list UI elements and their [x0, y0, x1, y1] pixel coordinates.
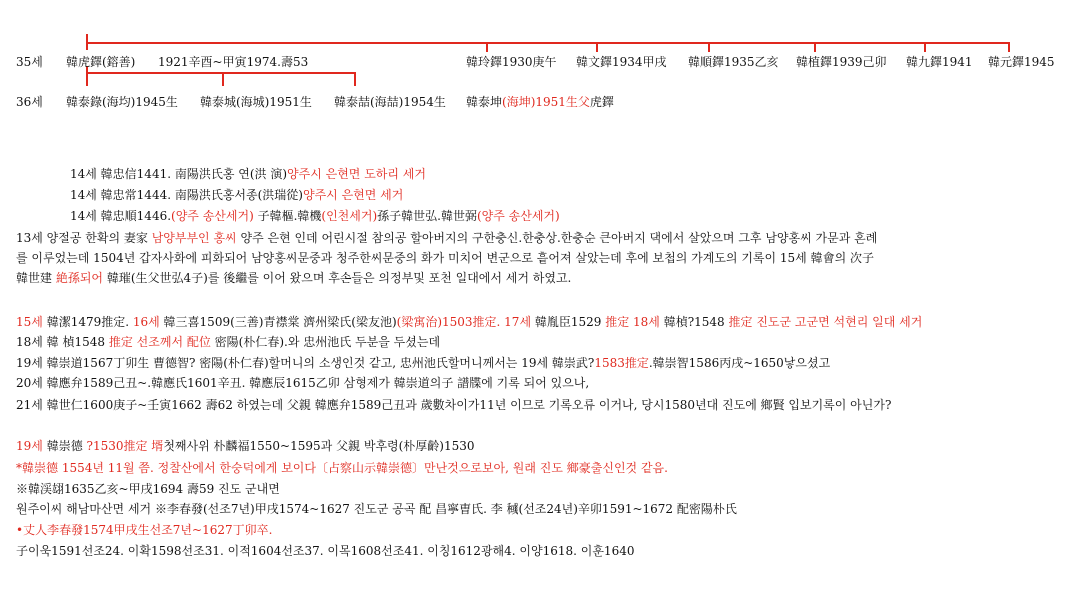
- tree-root-stem: [86, 34, 88, 50]
- gen35-sibling: 韓九鐸1941: [906, 55, 973, 69]
- text-line: [16, 481, 280, 497]
- gen35-sibling: 韓植鐸1939己卯: [796, 55, 887, 69]
- tree-tick: [814, 42, 816, 52]
- plain-text: 韓胤臣1529: [531, 315, 606, 329]
- plain-text: 密陽(朴仁春).와 忠州池氏 두분을 두셨는데: [210, 335, 441, 349]
- text-line: [16, 501, 737, 517]
- tree-tick: [708, 42, 710, 52]
- tree-tick: [354, 72, 356, 86]
- gen35-main-name: 韓虎鐸(鎔善): [66, 55, 136, 69]
- plain-text: ※韓渓翃1635乙亥~甲戌1694 壽59 진도 군내면: [16, 482, 280, 496]
- plain-text: 韓楨?1548: [659, 315, 729, 329]
- text-line: [16, 314, 922, 330]
- text-line: [70, 166, 426, 182]
- gen36-extra-name: 韓泰坤: [466, 95, 503, 109]
- plain-text: 子韓樞.韓機: [253, 209, 322, 223]
- gen35-sibling: 韓玲鐸1930庚午: [466, 55, 557, 69]
- highlight-text: 16세: [132, 315, 160, 329]
- highlight-text: (양주 송산세거): [476, 209, 560, 223]
- gen36-child: 韓泰錄(海均)1945生: [66, 95, 178, 109]
- plain-text: 14세 韓忠常1444. 南陽洪氏홍서종(洪瑞從): [70, 188, 303, 202]
- tree-child-line: [86, 72, 356, 74]
- plain-text: 18세 韓 楨1548: [16, 335, 109, 349]
- text-line: [16, 375, 589, 391]
- text-line: [16, 460, 668, 476]
- plain-text: 14세 韓忠順1446.: [70, 209, 172, 223]
- text-line: [16, 270, 571, 286]
- highlight-text: (인천세거): [321, 209, 378, 223]
- gen35-sibling: 韓文鐸1934甲戌: [576, 55, 667, 69]
- plain-text: .韓崇智1586丙戌~1650낳으셨고: [648, 356, 831, 370]
- plain-text: 첫째사위 朴麟福1550~1595과 父親 박후령(朴厚齡)1530: [163, 439, 475, 453]
- gen36-label: 36세: [16, 95, 43, 109]
- text-line: [16, 438, 475, 454]
- highlight-text: 15세: [16, 315, 43, 329]
- gen36-extra-note: (海坤)1951生父: [502, 95, 590, 109]
- highlight-text: (양주 송산세거): [171, 209, 254, 223]
- text-line: [16, 522, 272, 538]
- text-line: [16, 334, 440, 350]
- plain-text: 子이욱1591선조24. 이확1598선조31. 이적1604선조37. 이목1608선조41. 이칭1612광해4. 이양1618. 이훈1640: [16, 544, 635, 558]
- highlight-text: 推定 18세: [605, 315, 660, 329]
- highlight-text: 양주시 은현면 세거: [303, 188, 404, 202]
- highlight-text: 推定 선조께서 配位: [108, 335, 211, 349]
- plain-text: 20세 韓應弁1589己丑~.韓應氏1601辛丑. 韓應辰1615乙卯 삼형제가 韓崇道의子 譜牒에 기록 되어 있으나,: [16, 376, 590, 390]
- tree-top-line: [86, 42, 1010, 44]
- tree-tick: [486, 42, 488, 52]
- gen36-child: 韓泰城(海城)1951生: [200, 95, 312, 109]
- tree-tick: [924, 42, 926, 52]
- plain-text: 를 이루었는데 1504년 갑자사화에 피화되어 남양홍씨문중과 청주한씨문중의 화가 미치어 변군으로 흩어져 살았는데 후에 보첩의 가계도의 기록이 15세 韓會의 次子: [16, 251, 874, 265]
- text-line: [16, 230, 877, 246]
- plain-text: 孫子韓世弘.韓世弼: [377, 209, 477, 223]
- highlight-text: ?1530推定 壻: [86, 439, 164, 453]
- gen36-child: 韓泰喆(海喆)1954生: [334, 95, 446, 109]
- highlight-text: 推定 진도군 고군면 석현리 일대 세거: [728, 315, 923, 329]
- tree-tick: [222, 72, 224, 86]
- text-line: [70, 187, 403, 203]
- highlight-text: 남양부부인 홍씨: [151, 231, 237, 245]
- plain-text: 韓崇德: [42, 439, 87, 453]
- text-line: [16, 543, 634, 559]
- highlight-text: 양주시 은현면 도하리 세거: [287, 167, 426, 181]
- plain-text: 19세 韓崇道1567丁卯生 曹德智? 密陽(朴仁春)할머니의 소생인것 같고, 忠州池氏할머니께서는 19세 韓崇武?: [16, 356, 595, 370]
- highlight-text: (梁寓治)1503推定. 17세: [396, 315, 532, 329]
- gen35-sibling: 韓元鐸1945: [988, 55, 1055, 69]
- highlight-text: *韓崇德 1554년 11월 쯤. 정찰산에서 한숭덕에게 보이다〔占察山示韓崇德〕만난것으로보아, 원래 진도 鄉豪출신인것 같음.: [16, 461, 668, 475]
- plain-text: 원주이씨 해남마산면 세거 ※李春發(선조7년)甲戌1574~1627 진도군 공곡 配 昌寧曺氏. 李 稶(선조24년)辛卯1591~1672 配密陽朴氏: [16, 502, 737, 516]
- plain-text: 14세 韓忠信1441. 南陽洪氏홍 연(洪 演): [70, 167, 288, 181]
- gen35-main-dates: 1921辛酉~甲寅1974.壽53: [158, 55, 309, 69]
- plain-text: 韓璀(生父世弘4子)를 後繼를 이어 왔으며 후손들은 의정부및 포천 일대에서 세거 하였고.: [103, 271, 572, 285]
- gen36-extra: [466, 93, 614, 110]
- highlight-text: 絶孫되어: [55, 271, 104, 285]
- highlight-text: 19세: [16, 439, 43, 453]
- text-line: [16, 250, 874, 266]
- text-line: [16, 355, 830, 371]
- tree-tick: [596, 42, 598, 52]
- text-line: [16, 397, 891, 413]
- highlight-text: •丈人李春發1574甲戌生선조7년~1627丁卯卒.: [16, 523, 273, 537]
- plain-text: 양주 은현 인데 어린시절 참의공 할아버지의 구한충신.한충상.한충순 큰아버지 댁에서 살았으며 그후 남양홍씨 가문과 혼례: [236, 231, 878, 245]
- gen35-sibling: 韓順鐸1935乙亥: [688, 55, 779, 69]
- gen35-label: 35세: [16, 55, 43, 69]
- text-line: [70, 208, 560, 224]
- plain-text: 韓三喜1509(三善)青襟棠 濟州梁氏(梁友池): [159, 315, 397, 329]
- plain-text: 21세 韓世仁1600庚子~壬寅1662 壽62 하였는데 父親 韓應弁1589己丑과 歲數차이가11년 이므로 기록오류 이거나, 당시1580년대 진도에 鄉賢 입보기록이 아닌가?: [16, 398, 892, 412]
- plain-text: 13세 양절공 한확의 妻家: [16, 231, 152, 245]
- gen36-extra-father: 虎鐸: [589, 95, 614, 109]
- plain-text: 韓世建: [16, 271, 56, 285]
- tree-tick: [1008, 42, 1010, 52]
- highlight-text: 1583推定: [594, 356, 649, 370]
- plain-text: 韓潔1479推定.: [42, 315, 133, 329]
